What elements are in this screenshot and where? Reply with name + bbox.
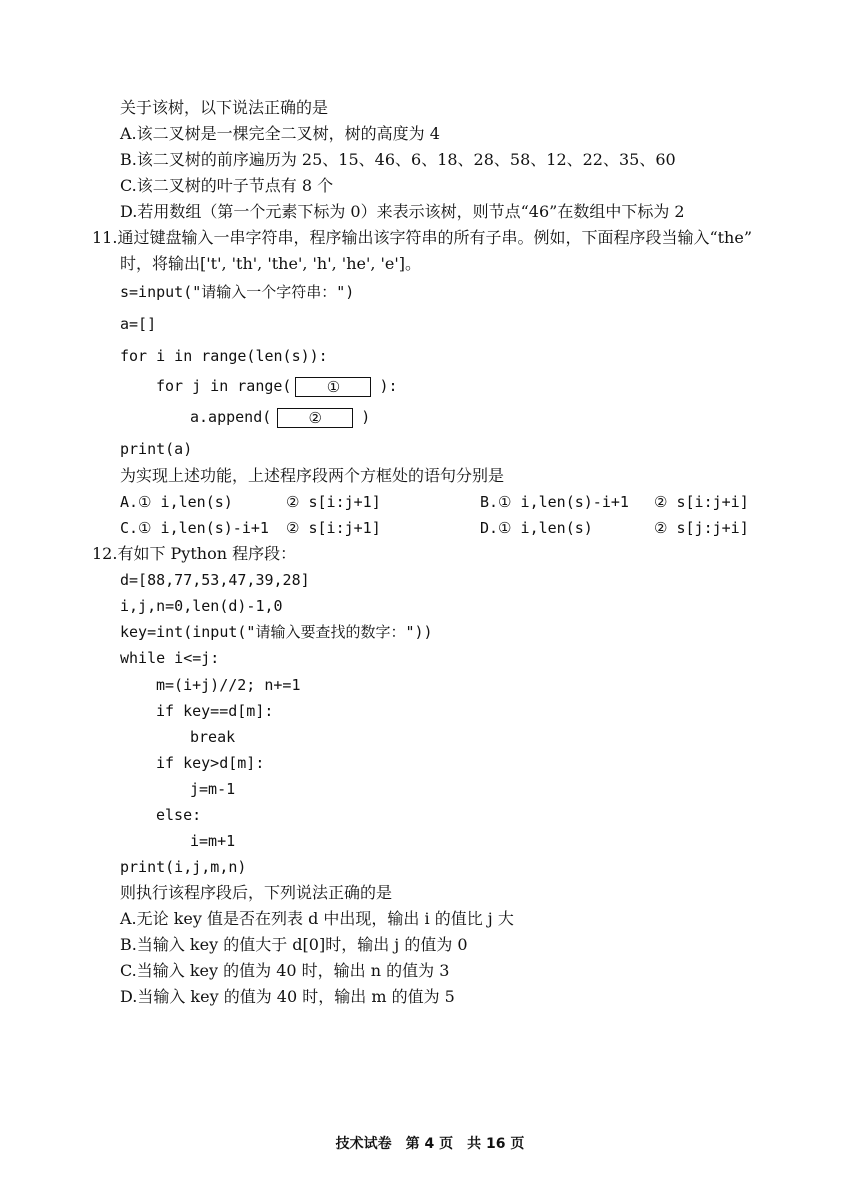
q11-code-list: a=[] — [120, 315, 157, 333]
q11-option-a-part2: ② s[i:j+1] — [286, 493, 381, 511]
q12-code-line: key=int(input("请输入要查找的数字：")) — [120, 623, 433, 641]
q12-code-line: d=[88,77,53,47,39,28] — [120, 571, 310, 589]
q11-ask: 为实现上述功能，上述程序段两个方框处的语句分别是 — [120, 466, 505, 485]
q10-stem: 关于该树，以下说法正确的是 — [120, 98, 329, 117]
q11-code-for-i: for i in range(len(s)): — [120, 347, 328, 365]
q12-ask: 则执行该程序段后，下列说法正确的是 — [120, 883, 393, 902]
q11-option-a-part1: A.① i,len(s) — [120, 493, 233, 511]
q12-code-line: j=m-1 — [190, 780, 236, 798]
q11-code-input: s=input("请输入一个字符串：") — [120, 283, 355, 301]
q11-code-append-pre: a.append( — [190, 408, 272, 426]
blank-box-2: ② — [277, 408, 353, 428]
q10-option-b: B.该二叉树的前序遍历为 25、15、46、6、18、28、58、12、22、35、60 — [120, 150, 676, 169]
q11-code-print: print(a) — [120, 440, 193, 458]
q11-code-for-j-pre: for j in range( — [156, 377, 292, 395]
q10-option-d: D.若用数组（第一个元素下标为 0）来表示该树，则节点“46”在数组中下标为 2 — [120, 202, 685, 221]
q12-code-line: if key>d[m]: — [156, 754, 265, 772]
q12-code-line: else: — [156, 806, 202, 824]
q12-code-line: i,j,n=0,len(d)-1,0 — [120, 597, 283, 615]
q11-line1: 11.通过键盘输入一串字符串，程序输出该字符串的所有子串。例如，下面程序段当输入“the” — [92, 228, 753, 247]
q11-option-c-part2: ② s[i:j+1] — [286, 519, 381, 537]
q11-code-for-j — [156, 376, 398, 397]
page-footer: 技术试卷 第 4 页 共 16 页 — [335, 1136, 525, 1152]
q11-option-d-part2: ② s[j:j+i] — [654, 519, 749, 537]
q12-code-line: while i<=j: — [120, 649, 220, 667]
q11-line2: 时，将输出['t', 'th', 'the', 'h', 'he', 'e']。 — [120, 254, 422, 273]
q12-code-line: print(i,j,m,n) — [120, 858, 247, 876]
q12-option-d: D.当输入 key 的值为 40 时，输出 m 的值为 5 — [120, 987, 455, 1006]
q11-option-d-part1: D.① i,len(s) — [480, 519, 593, 537]
q11-code-append — [190, 407, 370, 428]
q12-option-b: B.当输入 key 的值大于 d[0]时，输出 j 的值为 0 — [120, 935, 468, 954]
q12-code-line: if key==d[m]: — [156, 702, 274, 720]
q10-option-a: A.该二叉树是一棵完全二叉树，树的高度为 4 — [120, 124, 440, 143]
q12-stem: 12.有如下 Python 程序段： — [92, 544, 297, 563]
q12-code-line: i=m+1 — [190, 832, 236, 850]
q11-option-b-part2: ② s[i:j+i] — [654, 493, 749, 511]
q12-option-a: A.无论 key 值是否在列表 d 中出现，输出 i 的值比 j 大 — [120, 909, 514, 928]
q10-option-c: C.该二叉树的叶子节点有 8 个 — [120, 176, 334, 195]
q11-code-for-j-post: ): — [379, 377, 398, 395]
q11-code-append-post: ) — [361, 408, 371, 426]
q11-option-c-part1: C.① i,len(s)-i+1 — [120, 519, 269, 537]
q12-code-line: break — [190, 728, 236, 746]
q12-code-line: m=(i+j)//2; n+=1 — [156, 676, 301, 694]
blank-box-1: ① — [295, 377, 371, 397]
q11-option-b-part1: B.① i,len(s)-i+1 — [480, 493, 629, 511]
q12-option-c: C.当输入 key 的值为 40 时，输出 n 的值为 3 — [120, 961, 450, 980]
